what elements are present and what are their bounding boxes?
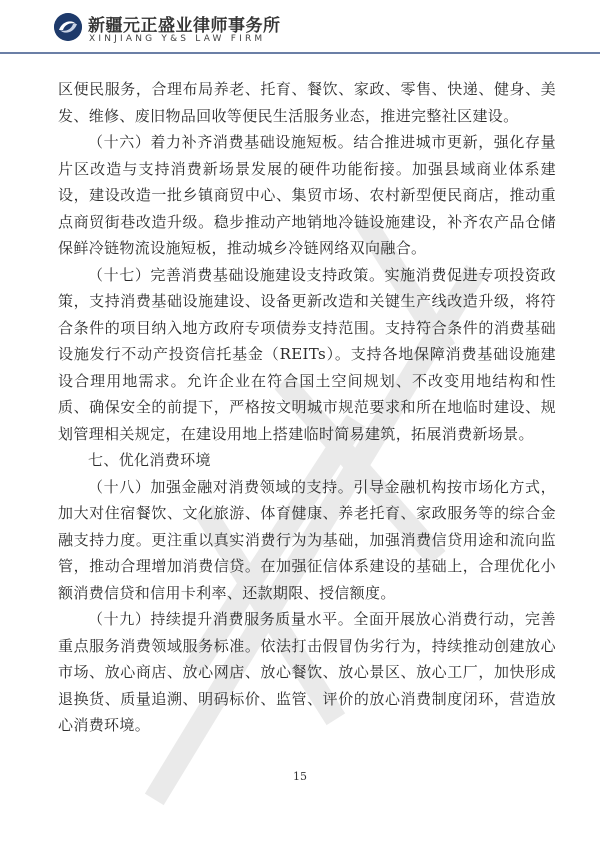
section-heading-optimize-environment: 七、优化消费环境 [88,451,211,469]
paragraph-item-19: （十九）持续提升消费服务质量水平。全面开展放心消费行动，完善重点服务消费领域服务标准。依法打击假冒伪劣行为，持续推动创建放心市场、放心商店、放心网店、放心餐饮、放心景区、放心工厂，加快形成退换货、质量追溯、明码标价、监管、评价的放心消费制度闭环，营造放心消费环境。 [58,610,556,734]
firm-name-chinese: 新疆元正盛业律师事务所 [88,16,281,36]
page-number: 15 [293,770,307,783]
paragraph-item-16: （十六）着力补齐消费基础设施短板。结合推进城市更新，强化存量片区改造与支持消费新场景发展的硬件功能衔接。加强县域商业体系建设，建设改造一批乡镇商贸中心、集贸市场、农村新型便民商店，推动重点商贸街巷改造升级。稳步推动产地销地冷链设施建设，补齐农产品仓储保鲜冷链物流设施短板，推动城乡冷链网络双向融合。 [58,133,556,257]
firm-name-english: XINJIANG Y&S LAW FIRM [89,34,266,44]
paragraph-item-17: （十七）完善消费基础设施建设支持政策。实施消费促进专项投资政策，支持消费基础设施建设、设备更新改造和关键生产线改造升级，将符合条件的项目纳入地方政府专项债券支持范围。支持符合条件的消费基础设施发行不动产投资信托基金（REITs）。支持各地保障消费基础设施建设合理用地需求。允许企业在符合国土空间规划、不改变用地结构和性质、确保安全的前提下，严格按文明城市规范要求和所在地临时建设、规划管理相关规定，在建设用地上搭建临时简易建筑，拓展消费新场景。 [58,265,556,443]
document-body [58,76,556,739]
page-header [0,0,600,60]
header-divider [0,52,600,54]
paragraph-community-services: 区便民服务，合理布局养老、托育、餐饮、家政、零售、快递、健身、美发、维修、废旧物品回收等便民生活服务业态，推进完整社区建设。 [58,80,556,125]
ys-swirl-logo-icon [54,13,82,41]
paragraph-item-18: （十八）加强金融对消费领域的支持。引导金融机构按市场化方式，加大对住宿餐饮、文化旅游、体育健康、养老托育、家政服务等的综合金融支持力度。更注重以真实消费行为为基础，加强消费信贷用途和流向监管，推动合理增加消费信贷。在加强征信体系建设的基础上，合理优化小额消费信贷和信用卡利率、还款期限、授信额度。 [58,477,556,602]
